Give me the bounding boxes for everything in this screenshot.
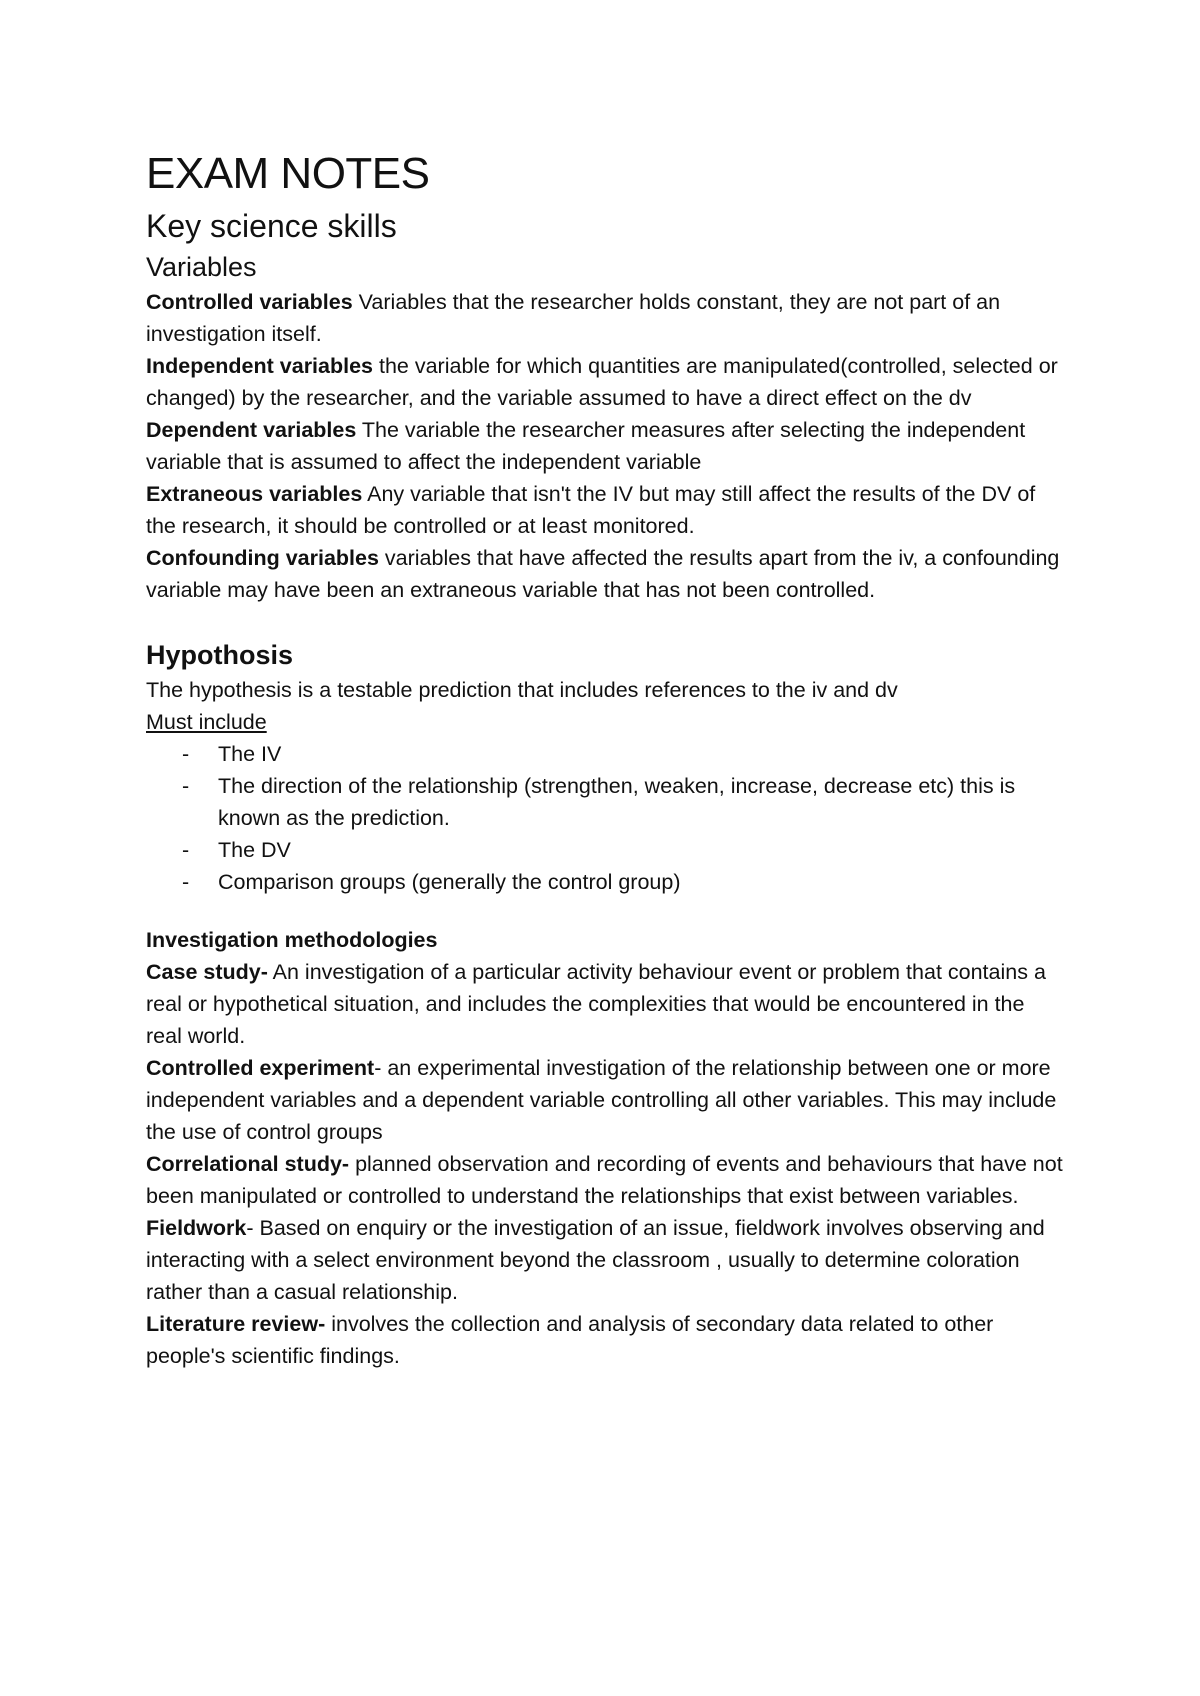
- definition-text: - Based on enquiry or the investigation of an issue, fieldwork involves observing and interacting with a select environment beyond the classroom , usually to determine coloration rather than a casual relationship.: [146, 1216, 1045, 1304]
- list-item: - The DV: [218, 834, 1066, 866]
- hypothesis-heading: Hypothosis: [146, 640, 294, 670]
- definition-case-study: [146, 956, 1066, 1052]
- definition-text: involves the collection and analysis of secondary data related to other people's scientific findings.: [146, 1312, 994, 1368]
- definition-term: Independent variables: [146, 354, 374, 378]
- definition-text: An investigation of a particular activity behaviour event or problem that contains a real or hypothetical situation, and includes the complexities that would be encountered in the real world.: [146, 960, 1046, 1048]
- definition-term: Correlational study-: [146, 1152, 350, 1176]
- definition-correlational-study: [146, 1148, 1066, 1212]
- definition-term: Extraneous variables: [146, 482, 363, 506]
- must-include-label: Must include: [146, 710, 267, 734]
- definition-controlled-variables: [146, 286, 1066, 350]
- definition-term: Confounding variables: [146, 546, 379, 570]
- definition-term: Controlled experiment: [146, 1056, 375, 1080]
- must-include-list: [146, 738, 1066, 898]
- definition-term: Literature review-: [146, 1312, 326, 1336]
- definition-term: Fieldwork: [146, 1216, 247, 1240]
- definition-text: - an experimental investigation of the relationship between one or more independent variables and a dependent variable controlling all other variables. This may include the use of control groups: [146, 1056, 1057, 1144]
- definition-dependent-variables: [146, 414, 1066, 478]
- definition-literature-review: [146, 1308, 1066, 1372]
- spacer: [146, 898, 1066, 924]
- section-title: Key science skills: [146, 208, 397, 244]
- hypothesis-intro: The hypothesis is a testable prediction that includes references to the iv and dv: [146, 678, 898, 702]
- definition-extraneous-variables: [146, 478, 1066, 542]
- list-item: - The direction of the relationship (strengthen, weaken, increase, decrease etc) this is known as the prediction.: [218, 770, 1066, 834]
- document-page: [146, 148, 1066, 1372]
- spacer: [146, 606, 1066, 638]
- variables-heading: Variables: [146, 252, 257, 282]
- definition-fieldwork: [146, 1212, 1066, 1308]
- definition-independent-variables: [146, 350, 1066, 414]
- definition-text: the variable for which quantities are manipulated(controlled, selected or changed) by the researcher, and the variable assumed to have a direct effect on the dv: [146, 354, 1058, 410]
- definition-text: planned observation and recording of events and behaviours that have not been manipulated or controlled to understand the relationships that exist between variables.: [146, 1152, 1063, 1208]
- definition-confounding-variables: [146, 542, 1066, 606]
- definition-text: Variables that the researcher holds constant, they are not part of an investigation itself.: [146, 290, 1001, 346]
- definition-text: variables that have affected the results apart from the iv, a confounding variable may have been an extraneous variable that has not been controlled.: [146, 546, 1060, 602]
- definition-text: The variable the researcher measures after selecting the independent variable that is assumed to affect the independent variable: [146, 418, 1026, 474]
- definition-term: Dependent variables: [146, 418, 357, 442]
- definition-text: Any variable that isn't the IV but may still affect the results of the DV of the research, it should be controlled or at least monitored.: [146, 482, 1036, 538]
- definition-controlled-experiment: [146, 1052, 1066, 1148]
- list-item: - Comparison groups (generally the control group): [218, 866, 1066, 898]
- methodologies-heading: Investigation methodologies: [146, 928, 438, 952]
- definition-term: Case study-: [146, 960, 268, 984]
- definition-term: Controlled variables: [146, 290, 353, 314]
- list-item: - The IV: [218, 738, 1066, 770]
- document-title: EXAM NOTES: [146, 149, 430, 198]
